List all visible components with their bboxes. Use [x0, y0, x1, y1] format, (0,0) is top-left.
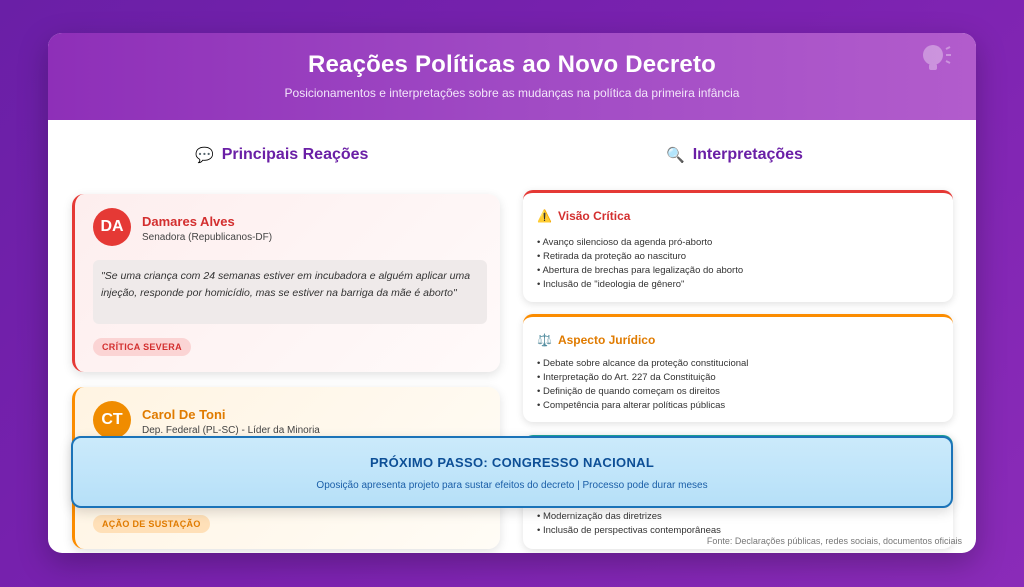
list-item: • Abertura de brechas para legalização do aborto: [537, 264, 743, 278]
interpretation-list: [537, 357, 748, 413]
magnifier-icon: 🔍: [666, 147, 685, 164]
header-banner: [48, 33, 976, 120]
person-name: Carol De Toni: [142, 407, 226, 422]
list-item: • Inclusão de perspectivas contemporâneas: [537, 524, 721, 538]
interpretation-list: [537, 510, 721, 538]
page-subtitle: Posicionamentos e interpretações sobre as mudanças na política da primeira infância: [284, 86, 740, 100]
scales-icon: ⚖️: [537, 333, 552, 347]
list-item: • Modernização das diretrizes: [537, 510, 721, 524]
next-step-banner: [71, 436, 953, 508]
interpretation-legal: [523, 314, 953, 422]
warning-icon: ⚠️: [537, 209, 552, 223]
reaction-card-damares: [72, 194, 500, 372]
interpretation-title: [537, 209, 630, 223]
person-name: Damares Alves: [142, 214, 235, 229]
list-item: • Avanço silencioso da agenda pró-aborto: [537, 236, 743, 250]
status-badge: AÇÃO DE SUSTAÇÃO: [93, 515, 210, 533]
page-title: Reações Políticas ao Novo Decreto: [307, 51, 717, 78]
avatar: DA: [93, 208, 131, 246]
interpretation-title: [537, 333, 655, 347]
reactions-heading-label: Principais Reações: [221, 146, 369, 163]
next-step-title: PRÓXIMO PASSO: CONGRESSO NACIONAL: [369, 455, 655, 470]
list-item: • Interpretação do Art. 227 da Constituição: [537, 371, 748, 385]
next-step-text: Oposição apresenta projeto para sustar efeitos do decreto | Processo pode durar meses: [316, 480, 708, 491]
interpretations-heading-label: Interpretações: [692, 146, 803, 163]
list-item: • Competência para alterar políticas públicas: [537, 399, 748, 413]
interpretation-title-label: Aspecto Jurídico: [557, 333, 656, 347]
status-badge: CRÍTICA SEVERA: [93, 338, 191, 356]
avatar: CT: [93, 401, 131, 439]
source-note: Fonte: Declarações públicas, redes sociais, documentos oficiais: [706, 536, 962, 546]
list-item: • Definição de quando começam os direitos: [537, 385, 748, 399]
interpretation-list: [537, 236, 743, 292]
quote-block: "Se uma criança com 24 semanas estiver em incubadora e alguém aplicar uma injeção, responde por homicídio, mas se estiver na barriga da mãe é aborto": [93, 260, 487, 324]
speech-bubble-icon: 💬: [195, 147, 214, 164]
interpretation-critical: [523, 190, 953, 302]
person-role: Dep. Federal (PL-SC) - Líder da Minoria: [142, 425, 320, 436]
person-role: Senadora (Republicanos-DF): [142, 232, 273, 243]
list-item: • Debate sobre alcance da proteção constitucional: [537, 357, 748, 371]
interpretation-title-label: Visão Crítica: [557, 209, 631, 223]
interpretations-heading: [666, 146, 803, 164]
reactions-heading: [195, 146, 368, 164]
list-item: • Retirada da proteção ao nascituro: [537, 250, 743, 264]
lightbulb-icon: [918, 41, 952, 75]
list-item: • Inclusão de "ideologia de gênero": [537, 278, 743, 292]
